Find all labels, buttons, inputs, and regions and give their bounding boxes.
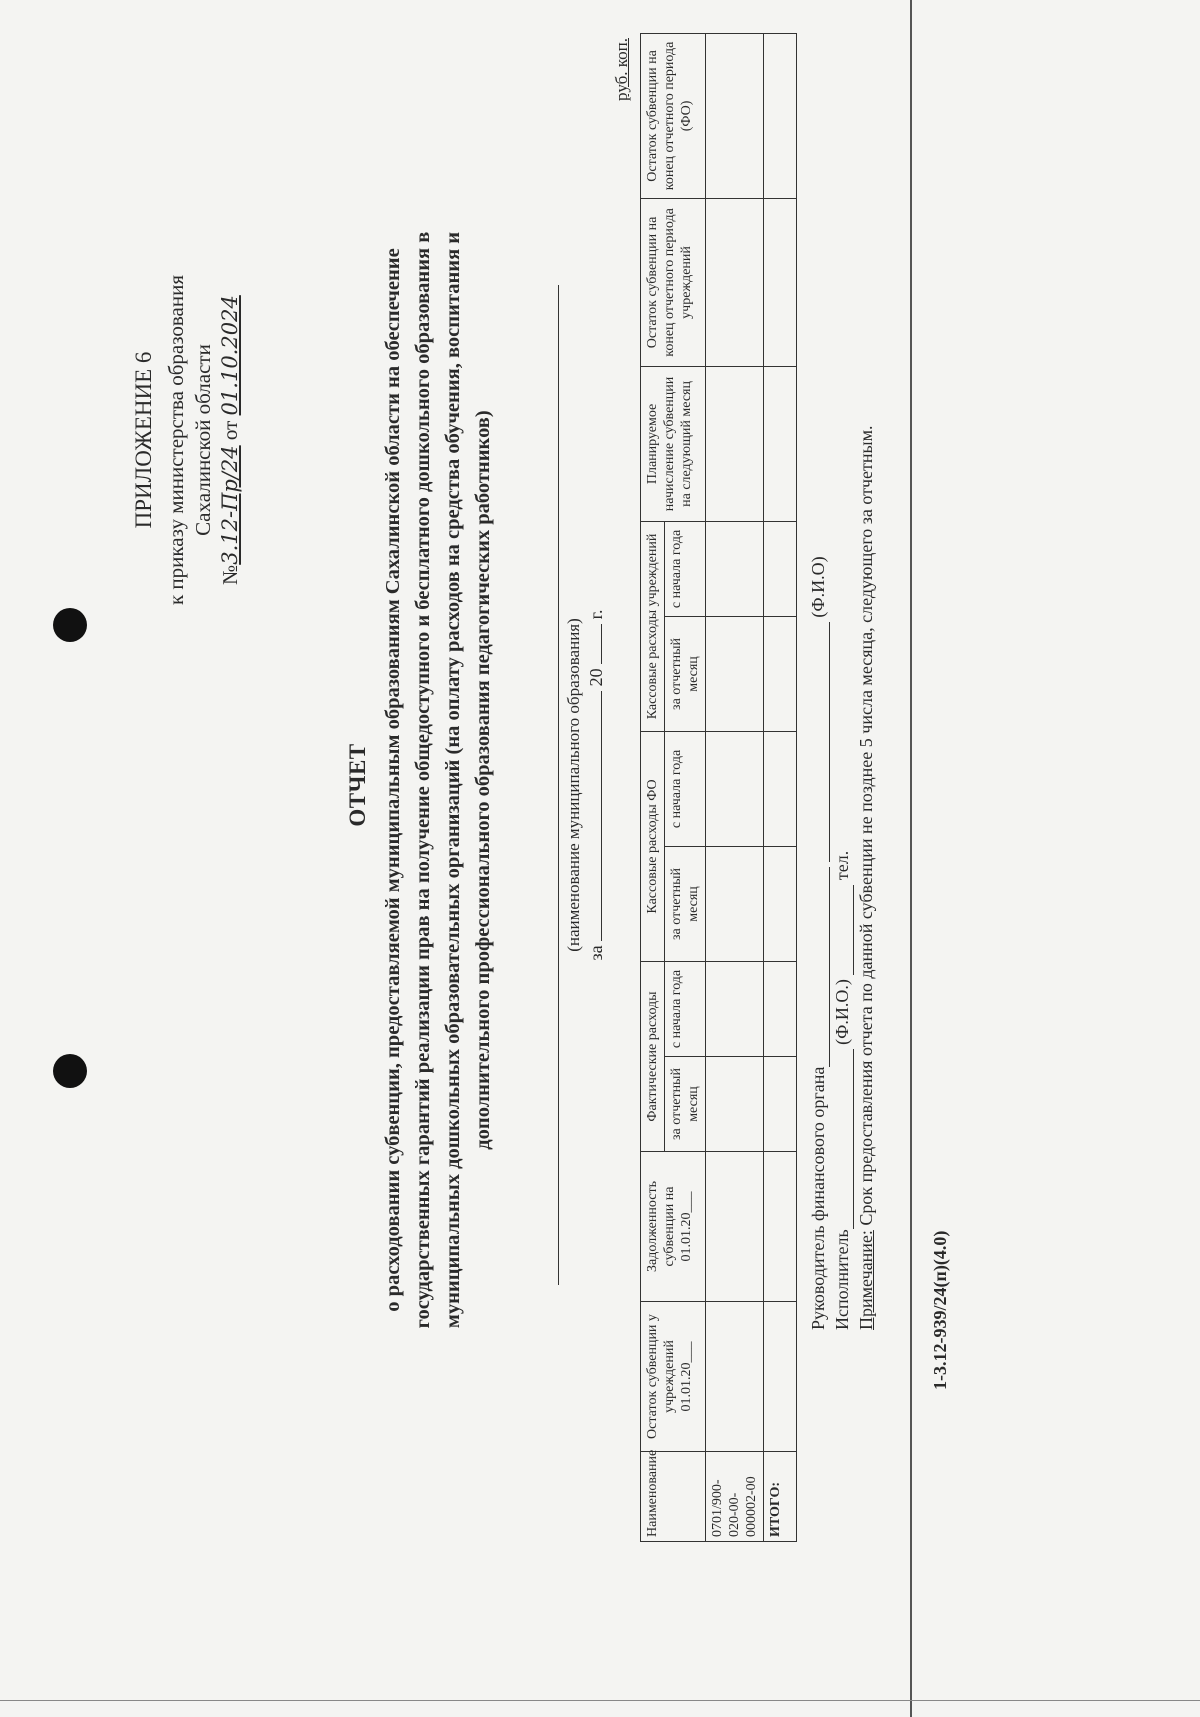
report-period: [586, 485, 607, 1085]
mo-name-caption: (наименование муниципального образования): [564, 618, 583, 952]
header-debt: Задолженность субвенции на 01.01.20___: [641, 1152, 706, 1302]
appendix-line1: к приказу министерства образования: [164, 274, 188, 606]
signature-head: [808, 556, 830, 1330]
note-line: [856, 425, 877, 1330]
document-number: 1-3.12-939/24(п)(4.0): [930, 1230, 950, 1390]
period-prefix: за: [586, 945, 606, 961]
header-cash-inst: Кассовые расходы учреждений: [641, 521, 665, 731]
table-row: [706, 33, 764, 1541]
table-row-total: [764, 33, 797, 1541]
appendix-line2: Сахалинской области: [191, 344, 215, 536]
subheader-year: с начала года: [665, 521, 706, 616]
signature-executor: [832, 851, 854, 1330]
report-title: ОТЧЕТ: [345, 743, 370, 827]
tel-label: тел.: [832, 850, 852, 881]
note-text: Срок предоставления отчета по данной субвенции не позднее 5 числа месяца, следующего за отчетным.: [856, 425, 876, 1226]
row-total-label: ИТОГО:: [764, 1452, 797, 1542]
report-table: [640, 33, 797, 1542]
header-cash-fo: Кассовые расходы ФО: [641, 731, 665, 961]
executor-fio: (Ф.И.О.): [832, 979, 852, 1045]
header-balance-start: Остаток субвенции у учреждений 01.01.20___: [641, 1302, 706, 1452]
head-label: Руководитель финансового органа: [808, 1066, 828, 1330]
document-sheet: [20, 10, 1000, 1560]
header-name: Наименование: [641, 1452, 706, 1542]
subheader-month: за отчетный месяц: [665, 616, 706, 731]
header-actual: Фактические расходы: [641, 961, 665, 1151]
executor-label: Исполнитель: [832, 1229, 852, 1330]
note-label: Примечание:: [856, 1230, 876, 1330]
appendix-block: [130, 180, 244, 700]
order-number-prefix: №: [218, 564, 242, 585]
head-fio: (Ф.И.О): [808, 556, 828, 618]
subheader-month: за отчетный месяц: [665, 1057, 706, 1152]
header-planned: Планируемое начисление субвенции на следующий месяц: [641, 366, 706, 521]
report-description: о расходовании субвенции, предоставляемой муниципальным образованиям Сахалинской области на обеспечение государственных гарантий реализации прав на получение общедоступного и бесплатного дошкольного образования в муниципальных дошкольных образовательных организаций (на оплату расходов на средства обучения, воспитания и дополнительного профессионального образования педагогических работников): [382, 231, 494, 1329]
subheader-month: за отчетный месяц: [665, 846, 706, 961]
units-label: руб. коп.: [612, 38, 631, 101]
scan-bottom-line: [0, 1700, 1200, 1701]
header-row: [641, 33, 665, 1541]
order-date: 01.10.2024: [218, 295, 242, 416]
header-balance-fo: Остаток субвенции на конец отчетного периода (ФО): [641, 33, 706, 198]
mo-name-line: [558, 285, 559, 1285]
period-year-prefix: 20: [586, 668, 606, 687]
subheader-year: с начала года: [665, 731, 706, 846]
row-name: 0701/900-020-00-000002-00: [706, 1452, 764, 1542]
appendix-order-line: [217, 180, 244, 700]
header-balance-inst: Остаток субвенции на конец отчетного периода учреждений: [641, 198, 706, 366]
order-number: 3.12-Пр/24: [218, 445, 242, 565]
period-suffix: г.: [586, 609, 606, 620]
order-date-label: от: [218, 420, 242, 441]
appendix-title: ПРИЛОЖЕНИЕ 6: [131, 351, 156, 529]
subheader-year: с начала года: [665, 961, 706, 1056]
